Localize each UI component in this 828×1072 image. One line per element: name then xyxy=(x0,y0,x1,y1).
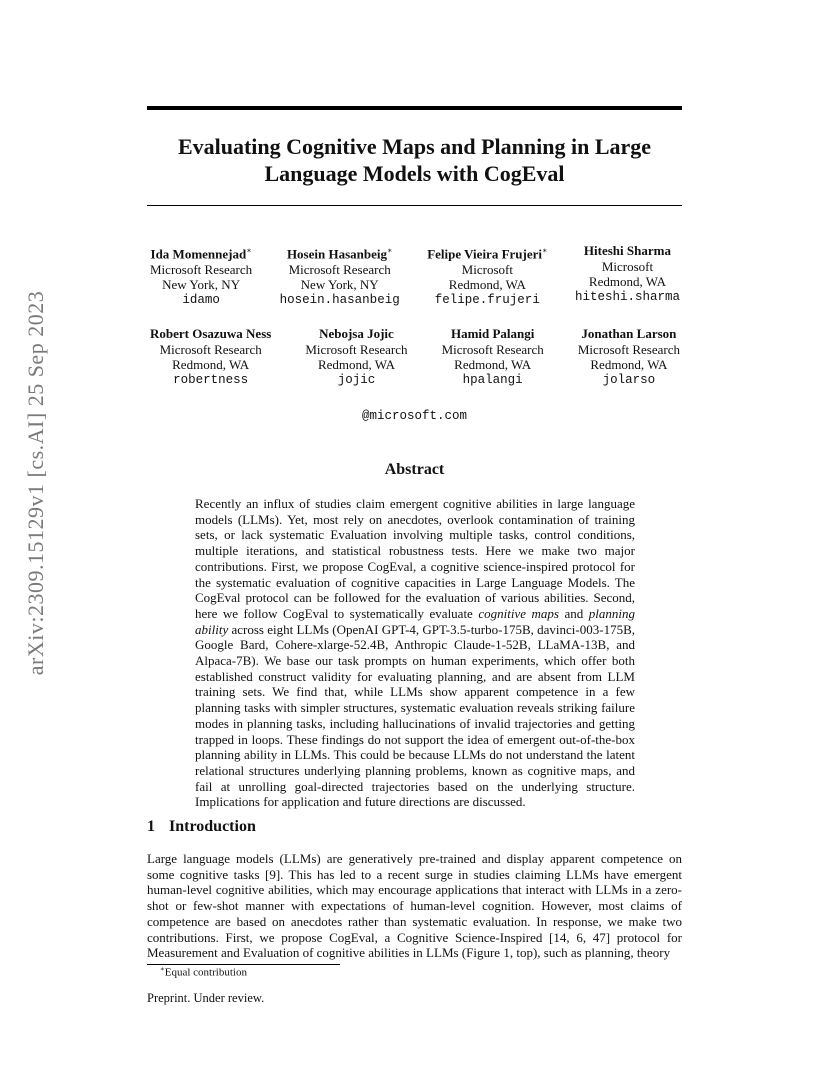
author-affiliation: Microsoft Research xyxy=(150,261,253,277)
author-affiliation: Microsoft Research xyxy=(159,341,262,357)
author-location: Redmond, WA xyxy=(317,357,395,372)
author-affiliation: Microsoft Research xyxy=(288,261,391,277)
paper-title xyxy=(147,133,682,187)
author-affiliation: Microsoft xyxy=(601,258,654,274)
author-location: Redmond, WA xyxy=(590,357,668,372)
introduction-paragraph: Large language models (LLMs) are generatively pre-trained and display apparent competence on some cognitive tasks [9]. This has led to a recent surge in studies claiming LLMs have emergent human-level cognitive abilities, which may encourage applications that interact with LLMs in a zero-shot or few-shot manner with expectations of human-level cognition. However, most claims of competence are based on anecdotes rather than systematic evaluation. In response, we make two contributions. First, we propose CogEval, a Cognitive Science-Inspired [14, 6, 47] protocol for Measurement and Evaluation of cognitive abilities in LLMs (Figure 1, top), such as planning, theory xyxy=(147,851,682,961)
abstract-paragraph: Recently an influx of studies claim emergent cognitive abilities in large language models (LLMs). Yet, most rely on anecdotes, overlook contamination of training sets, or lack systematic Evaluation involving multiple tasks, control conditions, multiple iterations, and statistical robustness tests. Here we make two major contributions. First, we propose CogEval, a cognitive science-inspired protocol for the systematic evaluation of cognitive capacities in Large Language Models. The CogEval protocol can be followed for the evaluation of various abilities. Second, here we follow CogEval to systematically evaluate cognitive maps and planning ability across eight LLMs (OpenAI GPT-4, GPT-3.5-turbo-175B, davinci-003-175B, Google Bard, Cohere-xlarge-52.4B, Anthropic Claude-1-52B, LLaMA-13B, and Alpaca-7B). We base our task prompts on human experiments, which offer both established construct validity for evaluating planning, and are absent from LLM training sets. We find that, while LLMs show apparent competence in a few planning tasks with simpler structures, systematic evaluation reveals striking failure modes in planning tasks, including hallucinations of invalid trajectories and getting trapped in loops. These findings do not support the idea of emergent out-of-the-box planning ability in LLMs. This could be because LLMs do not understand the latent relational structures underlying planning problems, known as cognitive maps, and fail at unrolling goal-directed trajectories based on the underlying structure. Implications for application and future directions are discussed. xyxy=(195,496,636,810)
author-block xyxy=(150,326,271,388)
author-block xyxy=(150,243,252,308)
author-block xyxy=(305,326,407,388)
author-email: hosein.hasanbeig xyxy=(279,292,400,307)
author-email: idamo xyxy=(182,292,220,307)
author-email: robertness xyxy=(173,372,249,387)
abstract-heading: Abstract xyxy=(384,461,445,478)
author-name: Nebojsa Jojic xyxy=(319,326,394,341)
author-location: New York, NY xyxy=(162,277,241,293)
author-email: jojic xyxy=(337,372,376,387)
equal-contribution-mark: ∗ xyxy=(386,246,393,255)
author-location: Redmond, WA xyxy=(448,277,526,293)
footnote-mark: ∗ xyxy=(160,965,165,973)
author-name: Jonathan Larson xyxy=(581,326,677,341)
author-email: felipe.frujeri xyxy=(434,292,540,307)
author-row-1 xyxy=(150,243,680,308)
author-affiliation: Microsoft xyxy=(461,261,513,277)
author-location: Redmond, WA xyxy=(172,357,250,372)
author-name: Ida Momennejad∗ xyxy=(150,246,252,262)
author-block xyxy=(280,243,400,308)
author-name: Hosein Hasanbeig∗ xyxy=(286,246,393,262)
section-heading-introduction xyxy=(147,818,256,836)
author-name: Hamid Palangi xyxy=(450,326,535,341)
title-line-2: Language Models with CogEval xyxy=(264,161,565,186)
author-affiliation: Microsoft Research xyxy=(577,341,680,357)
equal-contribution-mark: ∗ xyxy=(246,246,252,255)
author-email: hpalangi xyxy=(462,372,523,387)
author-affiliation: Microsoft Research xyxy=(441,341,544,357)
equal-contribution-mark: ∗ xyxy=(542,246,548,255)
author-name: Felipe Vieira Frujeri∗ xyxy=(427,246,548,262)
author-location: New York, NY xyxy=(300,277,379,293)
arxiv-identifier-stamp[interactable]: arXiv:2309.15129v1 [cs.AI] 25 Sep 2023 xyxy=(23,290,48,676)
section-title: Introduction xyxy=(169,818,256,835)
author-affiliation: Microsoft Research xyxy=(305,341,408,357)
author-block xyxy=(442,326,544,388)
title-line-1: Evaluating Cognitive Maps and Planning in Large xyxy=(177,134,652,159)
title-bottom-rule xyxy=(147,205,682,206)
author-block xyxy=(578,326,680,388)
footnote: ∗Equal contribution xyxy=(160,965,247,979)
abstract-emphasis: cognitive maps xyxy=(478,605,559,621)
author-name: Hiteshi Sharma xyxy=(583,243,671,258)
section-number: 1 xyxy=(147,818,155,835)
author-email: jolarso xyxy=(602,372,656,387)
author-block xyxy=(427,243,547,308)
title-top-rule xyxy=(147,106,682,110)
author-block xyxy=(575,243,680,308)
author-row-2 xyxy=(150,326,680,388)
author-email: hiteshi.sharma xyxy=(574,289,680,304)
abstract-emphasis: planning ability xyxy=(195,605,636,637)
preprint-note: Preprint. Under review. xyxy=(147,991,265,1005)
author-location: Redmond, WA xyxy=(454,357,532,372)
author-location: Redmond, WA xyxy=(588,274,666,289)
email-domain: @microsoft.com xyxy=(361,409,468,423)
author-name: Robert Osazuwa Ness xyxy=(150,326,272,341)
